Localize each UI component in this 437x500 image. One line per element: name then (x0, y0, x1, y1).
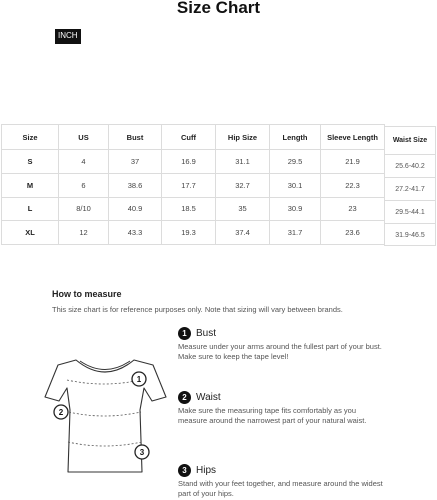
table-cell: 19.3 (162, 221, 216, 245)
table-cell: 35 (216, 197, 270, 221)
page-title: Size Chart (176, 0, 261, 17)
waist-marker (54, 405, 68, 419)
column-header: Size (2, 125, 59, 150)
waist-marker-label: 2 (58, 408, 64, 417)
step-title: Bust (196, 328, 217, 339)
hips-marker-label: 3 (139, 448, 145, 457)
step-title: Hips (196, 465, 217, 476)
table-cell: 29.5 (270, 150, 321, 174)
table-cell: 22.3 (321, 173, 385, 197)
how-to-measure-title: How to measure (52, 289, 122, 299)
table-row (2, 221, 385, 245)
step-title: Waist (196, 392, 221, 403)
table-cell: 32.7 (216, 173, 270, 197)
step-description: Measure under your arms around the fullest part of your bust. Make sure to keep the tape level! (178, 342, 382, 361)
size-table (1, 124, 385, 245)
column-header: US (59, 125, 109, 150)
waist-size-header: Waist Size (385, 127, 435, 155)
table-cell: 12 (59, 221, 109, 245)
table-cell: 31.1 (216, 150, 270, 174)
column-header: Cuff (162, 125, 216, 150)
table-cell: 23 (321, 197, 385, 221)
column-header: Sleeve Length (321, 125, 385, 150)
table-cell: 4 (59, 150, 109, 174)
table-cell: 21.9 (321, 150, 385, 174)
table-cell: 30.9 (270, 197, 321, 221)
bust-marker (132, 372, 146, 386)
table-cell: 40.9 (109, 197, 162, 221)
column-header: Bust (109, 125, 162, 150)
table-cell: 37.4 (216, 221, 270, 245)
table-cell: 18.5 (162, 197, 216, 221)
table-cell: 6 (59, 173, 109, 197)
table-cell: 31.7 (270, 221, 321, 245)
step-description: Stand with your feet together, and measure around the widest part of your hips. (178, 479, 383, 498)
step-number-badge: 1 (178, 327, 191, 340)
table-cell: 38.6 (109, 173, 162, 197)
step-number-badge: 2 (178, 391, 191, 404)
waist-size-column (384, 126, 436, 246)
table-cell: 37 (109, 150, 162, 174)
table-row (2, 150, 385, 174)
table-row (2, 197, 385, 221)
waist-size-value: 25.6-40.2 (385, 155, 435, 178)
step-number-badge: 3 (178, 464, 191, 477)
how-to-measure-note: This size chart is for reference purposes only. Note that sizing will vary between brands. (52, 305, 343, 314)
table-cell: 30.1 (270, 173, 321, 197)
table-cell: S (2, 150, 59, 174)
table-cell: 17.7 (162, 173, 216, 197)
table-cell: M (2, 173, 59, 197)
table-cell: XL (2, 221, 59, 245)
tshirt-illustration (40, 350, 175, 500)
waist-size-value: 31.9-46.5 (395, 232, 425, 239)
bust-marker-label: 1 (136, 375, 142, 384)
table-cell: 43.3 (109, 221, 162, 245)
table-cell: 16.9 (162, 150, 216, 174)
table-row (2, 173, 385, 197)
column-header: Hip Size (216, 125, 270, 150)
unit-badge[interactable]: INCH (55, 29, 81, 44)
table-cell: L (2, 197, 59, 221)
table-cell: 8/10 (59, 197, 109, 221)
hips-marker (135, 445, 149, 459)
table-header-row (2, 125, 385, 150)
step-description: Make sure the measuring tape fits comfortably as you measure around the narrowest part of your natural waist. (178, 406, 367, 425)
waist-size-value: 29.5-44.1 (385, 201, 435, 224)
table-cell: 23.6 (321, 221, 385, 245)
column-header: Length (270, 125, 321, 150)
waist-size-value: 27.2-41.7 (385, 178, 435, 201)
